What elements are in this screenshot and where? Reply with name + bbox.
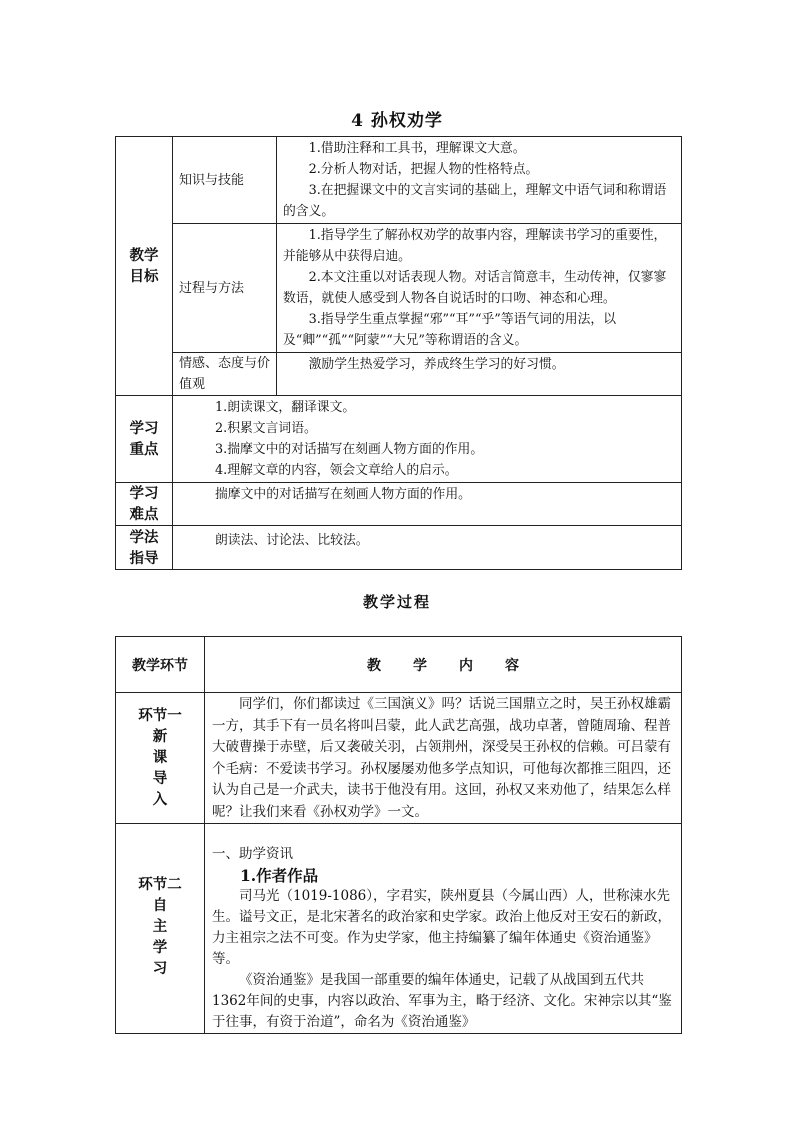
method-content xyxy=(173,526,682,570)
step2-label-line: 自 xyxy=(152,897,168,914)
section-heading: 一、助学资讯 xyxy=(212,846,293,862)
knowledge-item: 3.在把握课文中的文言实词的基础上，理解文中语气词和称谓语的含义。 xyxy=(283,183,667,219)
method-text: 朗读法、讨论法、比较法。 xyxy=(215,533,369,548)
method-label: 学法指导 xyxy=(116,526,173,570)
page-title: 4 孙权劝学 xyxy=(351,111,443,131)
step2-label-line: 习 xyxy=(152,960,168,977)
focus-item: 3.揣摩文中的对话描写在刻画人物方面的作用。 xyxy=(215,442,484,457)
focus-item: 4.理解文章的内容，领会文章给人的启示。 xyxy=(215,463,458,478)
step2-label-line: 学 xyxy=(152,939,168,956)
focus-label: 学习重点 xyxy=(116,396,173,483)
process-item: 2.本文注重以对话表现人物。对话言简意丰，生动传神，仅寥寥数语，就使人感受到人物各自说话时的口吻、神态和心理。 xyxy=(283,270,667,306)
process-content xyxy=(277,224,682,353)
step1-label-line: 课 xyxy=(152,749,168,766)
step1-label-line: 导 xyxy=(152,770,168,787)
process-heading: 教学过程 xyxy=(362,593,431,611)
process-col2-header xyxy=(205,637,682,693)
step2-label-line: 主 xyxy=(152,918,168,935)
book-paragraph: 《资治通鉴》是我国一部重要的编年体通史，记载了从战国到五代共1362年间的史事，内容以政治、军事为主，略于经济、文化。宋神宗以其“鉴于往事，有资于治道”，命名为《资治通鉴》 xyxy=(212,972,672,1030)
difficulty-label: 学习难点 xyxy=(116,483,173,526)
sub-label-emotion: 情感、态度与价值观 xyxy=(173,353,277,396)
knowledge-content xyxy=(277,137,682,224)
difficulty-content xyxy=(173,483,682,526)
step1-label-line: 新 xyxy=(152,728,168,745)
focus-item: 1.朗读课文，翻译课文。 xyxy=(215,400,356,415)
objectives-table xyxy=(115,136,682,570)
process-col1-header: 教学环节 xyxy=(116,637,205,693)
step2-label xyxy=(116,824,205,1034)
step2-content xyxy=(205,824,682,1034)
objectives-label: 教学目标 xyxy=(116,137,173,396)
step1-label-line: 环节一 xyxy=(138,707,182,724)
knowledge-item: 2.分析人物对话，把握人物的性格特点。 xyxy=(308,162,539,177)
focus-item: 2.积累文言词语。 xyxy=(215,421,317,436)
difficulty-text: 揣摩文中的对话描写在刻画人物方面的作用。 xyxy=(215,487,471,502)
process-item: 3.指导学生重点掌握“邪”“耳”“乎”等语气词的用法，以及“卿”“孤”“阿蒙”“大兄”等称谓语的含义。 xyxy=(283,312,616,348)
step1-label-line: 入 xyxy=(152,791,168,808)
emotion-item: 激励学生热爱学习，养成终生学习的好习惯。 xyxy=(308,357,565,372)
step1-content xyxy=(205,693,682,824)
process-item: 1.指导学生了解孙权劝学的故事内容，理解读书学习的重要性，并能够从中获得启迪。 xyxy=(283,228,667,264)
sub-label-process: 过程与方法 xyxy=(173,224,277,353)
focus-content xyxy=(173,396,682,483)
subsection-heading: 1.作者作品 xyxy=(240,866,319,885)
sub-label-knowledge: 知识与技能 xyxy=(173,137,277,224)
step1-text: 同学们，你们都读过《三国演义》吗？话说三国鼎立之时，吴王孙权雄霸一方，其手下有一员名将叫吕蒙，此人武艺高强，战功卓著，曾随周瑜、程普大破曹操于赤壁，后又袭破关羽，占领荆州，深受吴王孙权的信赖。可吕蒙有个毛病：不爱读书学习。孙权屡屡劝他多学点知识，可他每次都推三阻四，还认为自己是一介武夫，读书于他没有用。这回，孙权又来劝他了，结果怎么样呢？让我们来看《孙权劝学》一文。 xyxy=(212,696,671,820)
knowledge-item: 1.借助注释和工具书，理解课文大意。 xyxy=(308,141,526,156)
step2-label-line: 环节二 xyxy=(138,876,182,893)
emotion-content xyxy=(277,353,682,396)
process-table xyxy=(115,636,682,1034)
process-col2-label: 教学内容 xyxy=(367,657,551,674)
step1-label xyxy=(116,693,205,824)
author-paragraph: 司马光（1019-1086），字君实，陕州夏县（今属山西）人，世称涑水先生。谥号文正，是北宋著名的政治家和史学家。政治上他反对王安石的新政，力主祖宗之法不可变。作为史学家，他主持编纂了编年体通史《资治通鉴》等。 xyxy=(212,888,671,967)
